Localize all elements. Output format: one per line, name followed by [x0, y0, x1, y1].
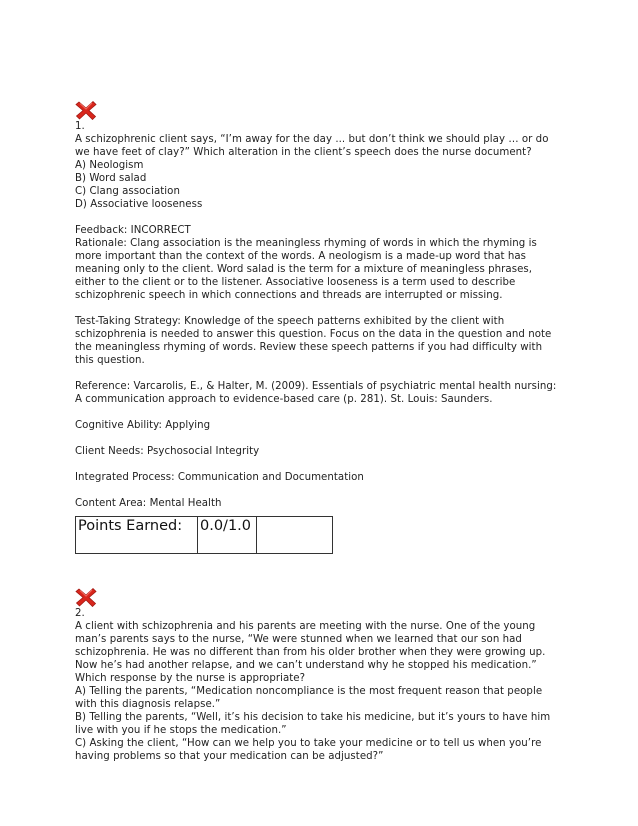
answer-option: A) Neologism: [75, 160, 144, 171]
question-stem-line: schizophrenia. He was no different than from his older brother when they were growing up.: [75, 647, 546, 658]
points-earned-table: [75, 516, 333, 554]
question-stem-line: A schizophrenic client says, “I’m away for the day ... but don’t think we should play … or do: [75, 134, 549, 145]
content-area: Content Area: Mental Health: [75, 498, 222, 509]
strategy-line: Test-Taking Strategy: Knowledge of the speech patterns exhibited by the client with: [75, 316, 505, 327]
document-page: [75, 100, 565, 763]
rationale-line: Rationale: Clang association is the meaningless rhyming of words in which the rhyming is: [75, 238, 537, 249]
answer-option: live with you if he stops the medication.”: [75, 725, 287, 736]
question-number: 2.: [75, 608, 85, 619]
points-earned-empty-cell: [257, 517, 333, 554]
reference-line: A communication approach to evidence-based care (p. 281). St. Louis: Saunders.: [75, 394, 493, 405]
answer-option: B) Word salad: [75, 173, 147, 184]
reference-line: Reference: Varcarolis, E., & Halter, M. (2009). Essentials of psychiatric mental health nursing:: [75, 381, 557, 392]
answer-option: A) Telling the parents, “Medication noncompliance is the most frequent reason that people: [75, 686, 543, 697]
points-earned-value: 0.0/1.0: [198, 517, 257, 554]
strategy-line: schizophrenia is needed to answer this question. Focus on the data in the question and note: [75, 329, 552, 340]
points-earned-label: Points Earned:: [76, 517, 198, 554]
strategy-line: the meaningless rhyming of words. Review these speech patterns if you had difficulty with: [75, 342, 543, 353]
question-stem-line: Now he’s had another relapse, and we can’t understand why he stopped his medication.”: [75, 660, 537, 671]
client-needs: Client Needs: Psychosocial Integrity: [75, 446, 260, 457]
question-number: 1.: [75, 121, 85, 132]
integrated-process: Integrated Process: Communication and Documentation: [75, 472, 364, 483]
question-1: [75, 100, 565, 554]
rationale-line: meaning only to the client. Word salad is the term for a mixture of meaningless phrases,: [75, 264, 533, 275]
question-stem-line: we have feet of clay?” Which alteration in the client’s speech does the nurse document?: [75, 147, 532, 158]
question-stem-line: man’s parents says to the nurse, “We were stunned when we learned that our son had: [75, 634, 522, 645]
answer-option: B) Telling the parents, “Well, it’s his decision to take his medicine, but it’s yours to have him: [75, 712, 551, 723]
strategy-line: this question.: [75, 355, 145, 366]
answer-option: having problems so that your medication can be adjusted?”: [75, 751, 384, 762]
cognitive-ability: Cognitive Ability: Applying: [75, 420, 211, 431]
rationale-line: more important than the context of the words. A neologism is a made-up word that has: [75, 251, 527, 262]
answer-option: D) Associative looseness: [75, 199, 203, 210]
red-x-icon: [75, 587, 97, 607]
answer-option: C) Asking the client, “How can we help you to take your medicine or to tell us when you’re: [75, 738, 542, 749]
rationale-line: schizophrenic speech in which connections and threads are interrupted or missing.: [75, 290, 503, 301]
question-stem-line: A client with schizophrenia and his parents are meeting with the nurse. One of the young: [75, 621, 536, 632]
question-stem-line: Which response by the nurse is appropriate?: [75, 673, 306, 684]
answer-option: C) Clang association: [75, 186, 180, 197]
question-2: [75, 587, 565, 763]
feedback-label: Feedback: INCORRECT: [75, 225, 191, 236]
red-x-icon: [75, 100, 97, 120]
answer-option: with this diagnosis relapse.”: [75, 699, 221, 710]
rationale-line: either to the client or to the listener. Associative looseness is a term used to describe: [75, 277, 516, 288]
